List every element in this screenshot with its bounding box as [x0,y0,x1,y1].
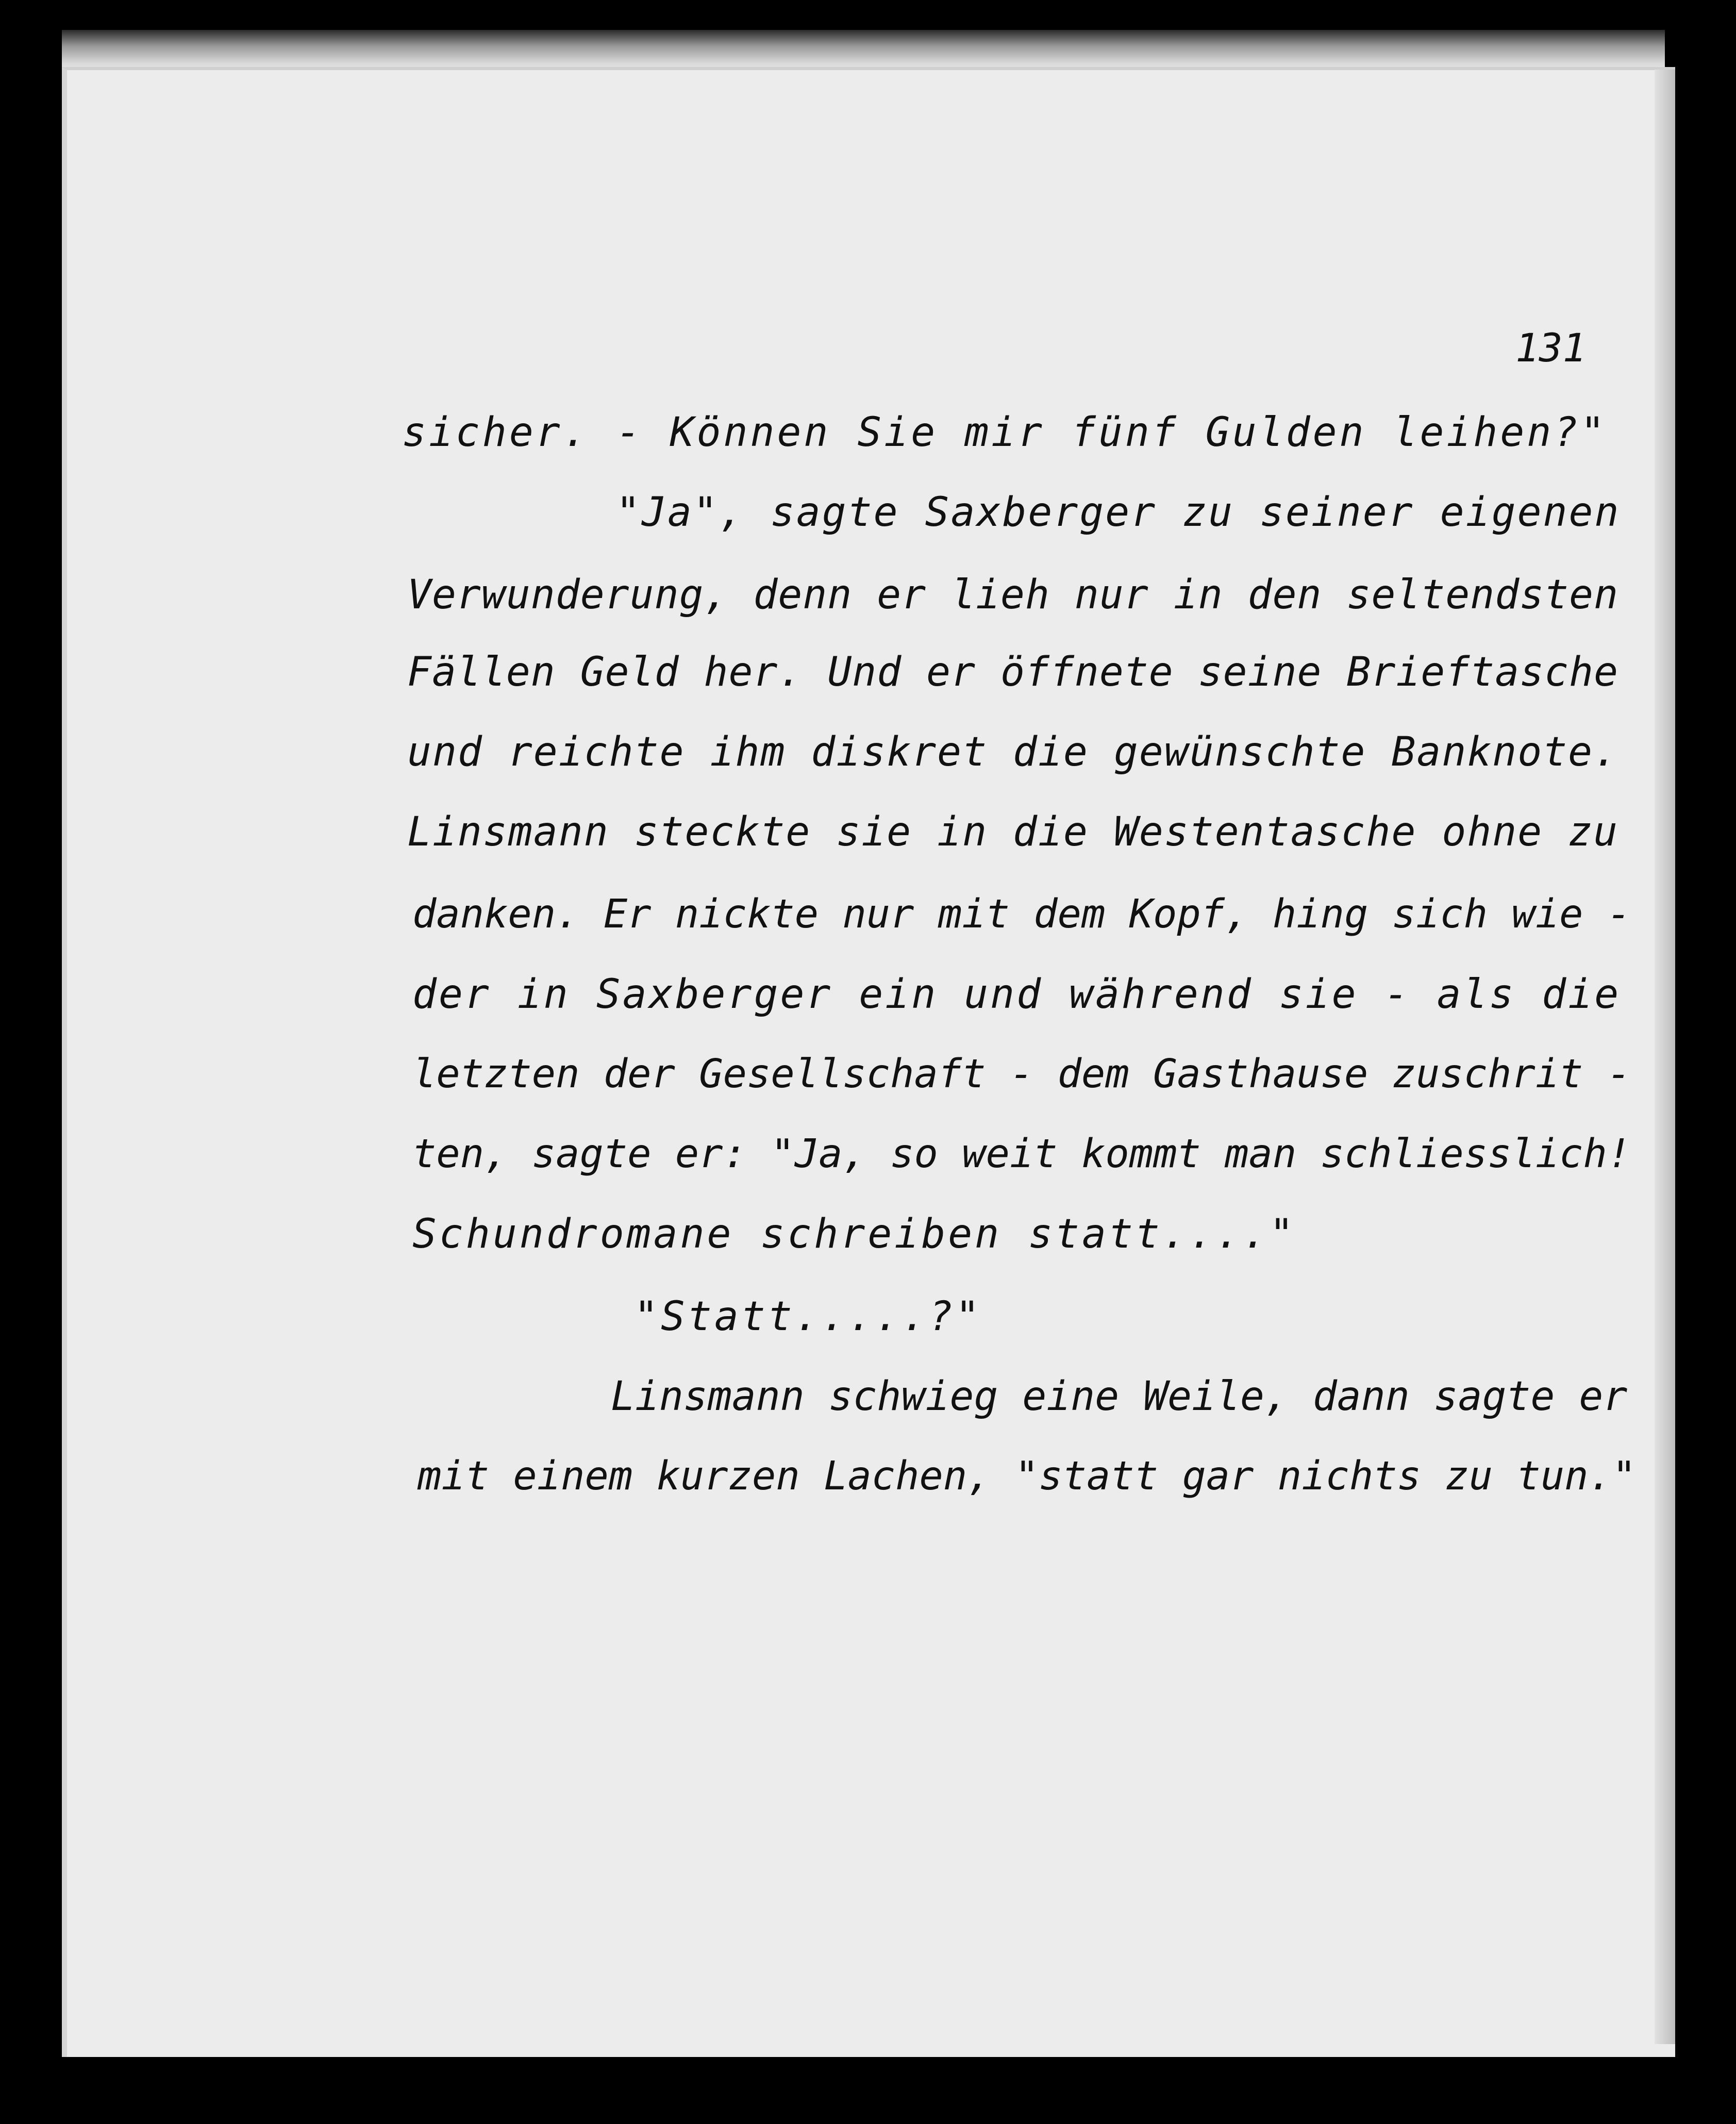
text-line-14: mit einem kurzen Lachen, "statt gar nichts zu tun." [418,1453,1637,1499]
text-line-8: der in Saxberger ein und während sie - als die [412,971,1621,1018]
text-line-6: Linsmann steckte sie in die Westentasche ohne zu [407,809,1619,855]
text-line-10: ten, sagte er: "Ja, so weit kommt man schliesslich! [412,1131,1631,1177]
paper-right-edge [1655,70,1675,2044]
text-line-13: Linsmann schwieg eine Weile, dann sagte er [611,1373,1628,1420]
text-line-9: letzten der Gesellschaft - dem Gasthause zuschrit - [412,1051,1631,1097]
text-line-7: danken. Er nickte nur mit dem Kopf, hing sich wie - [412,891,1631,937]
text-line-12: "Statt.....?" [634,1293,982,1340]
text-line-11: Schundromane schreiben statt...." [412,1211,1296,1257]
text-line-4: Fällen Geld her. Und er öffnete seine Brieftasche [407,649,1619,695]
text-line-1: sicher. - Können Sie mir fünf Gulden leihen?" [402,409,1608,456]
text-line-2: "Ja", sagte Saxberger zu seiner eigenen [616,489,1621,536]
text-line-3: Verwunderung, denn er lieh nur in den seltendsten [407,572,1619,618]
stacked-sheets-top-edge [62,30,1665,71]
text-line-5: und reichte ihm diskret die gewünschte Banknote. [407,729,1619,775]
page-number: 131 [1515,325,1587,371]
